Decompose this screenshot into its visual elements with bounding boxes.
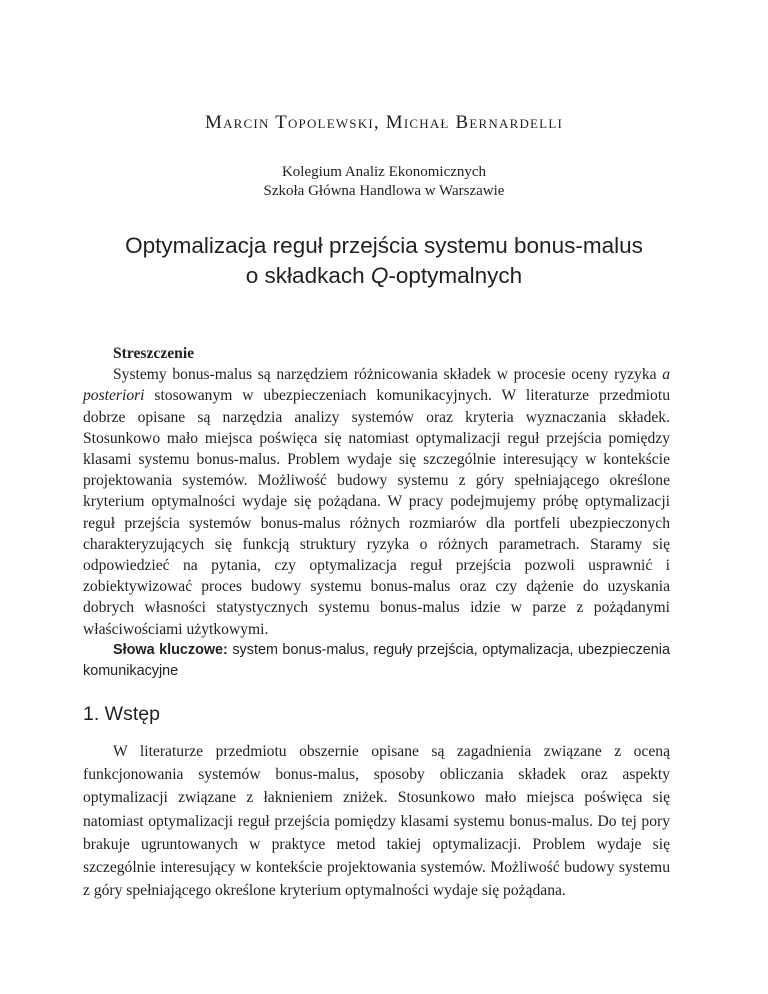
title-line-2-suffix: -optymalnych	[388, 263, 523, 288]
abstract-heading: Streszczenie	[113, 345, 195, 362]
keywords-text: system bonus-malus, reguły przejścia, optymalizacja, ubezpieczenia komunikacyjne	[83, 641, 670, 680]
abstract-text-italic: a posteriori	[83, 366, 670, 405]
affiliation-line-1: Kolegium Analiz Ekonomicznych	[281, 164, 487, 180]
keywords	[83, 640, 670, 682]
title-line-1: Optymalizacja reguł przejścia systemu bonus-malus	[125, 233, 643, 258]
title-q-symbol: Q	[370, 263, 389, 288]
affiliation-line-2: Szkoła Główna Handlowa w Warszawie	[263, 183, 505, 199]
section-heading: 1. Wstęp	[83, 703, 160, 725]
abstract-text-part-1: Systemy bonus-malus są narzędziem różnicowania składek w procesie oceny ryzyka	[113, 366, 663, 384]
section-paragraph: W literaturze przedmiotu obszernie opisane są zagadnienia związane z oceną funkcjonowania systemów bonus-malus, sposoby obliczania składek oraz aspekty optymalizacji związane z łaknieniem zniżek. Stosunkowo mało miejsca poświęca się natomiast optymalizacji reguł przejścia pomiędzy klasami systemu bonus-malus. Do tej pory brakuje ugruntowanych w praktyce metod takiej optymalizacji. Problem wydaje się szczególnie interesujący w kontekście projektowania systemów. Możliwość budowy systemu z góry spełniającego określone kryterium optymalności wydaje się pożądana.	[83, 743, 670, 900]
keywords-label: Słowa kluczowe:	[113, 641, 228, 658]
section-body	[83, 740, 670, 902]
title-line-2	[0, 261, 768, 291]
paper-title	[0, 231, 768, 291]
abstract-text-part-2: stosowanym w ubezpieczeniach komunikacyjnych. W literaturze przedmiotu dobrze opisane są narzędzia analizy systemów oraz kryteria wyznaczania składek. Stosunkowo mało miejsca poświęca się natomiast optymalizacji reguł przejścia pomiędzy klasami systemu bonus-malus. Problem wydaje się szczególnie interesujący w kontekście projektowania systemów. Możliwość budowy systemu z góry spełniającego określone kryterium optymalności wydaje się pożądana. W pracy podejmujemy próbę optymalizacji reguł przejścia systemów bonus-malus różnych rozmiarów dla portfeli ubezpieczonych charakteryzujących się funkcją struktury ryzyka o różnych parametrach. Staramy się odpowiedzieć na pytania, czy optymalizacja reguł przejścia pozwoli usprawnić i zobiektywizować proces budowy systemu bonus-malus oraz czy dążenie do uzyskania dobrych własności statystycznych systemu bonus-malus idzie w parze z pożądanymi właściwościami użytkowymi.	[83, 387, 670, 638]
abstract	[83, 343, 670, 682]
abstract-text	[83, 364, 670, 640]
title-line-2-prefix: o składkach	[245, 263, 371, 288]
authors: Marcin Topolewski, Michał Bernardelli	[205, 112, 563, 133]
